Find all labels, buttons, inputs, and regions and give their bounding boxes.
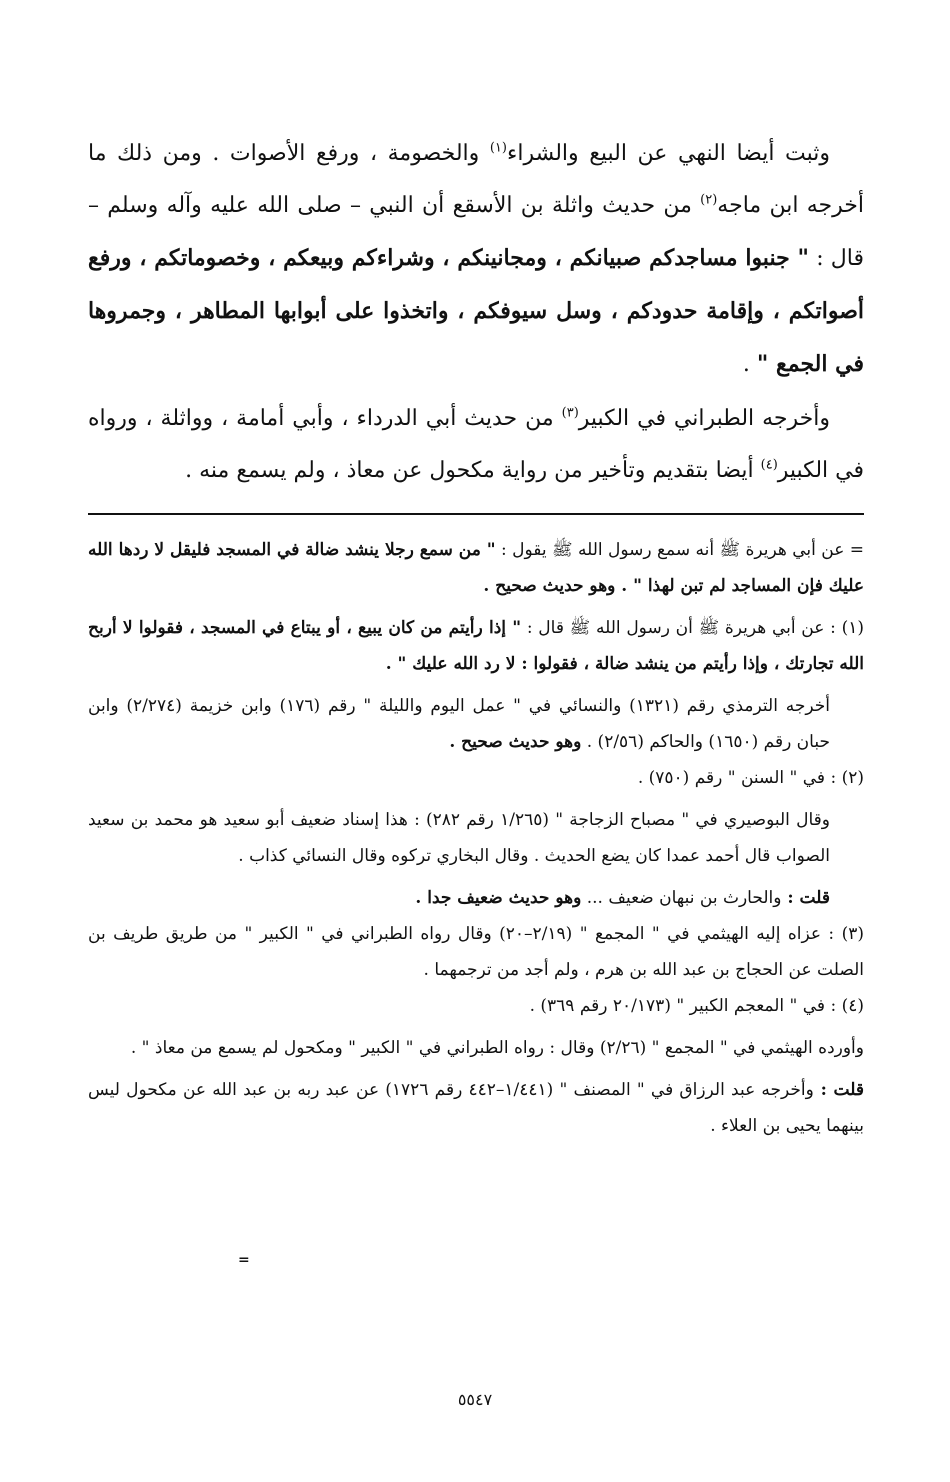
footnote-ref-2: (٢) [700,192,718,208]
footnote-2-commentary [88,802,864,874]
footnote-2-verdict [88,880,864,916]
main-text-segment: وأخرجه الطبراني في الكبير [578,406,830,431]
footnote-text: (٤) : في " المعجم الكبير " (٢٠/١٧٣ رقم ٣٦٩) . [529,996,864,1016]
footnote-ref-3: (٣) [561,405,579,421]
main-text-segment: والخصومة ، ورفع الأصوات . ومن ذلك ما [88,141,490,166]
page-number: ٥٥٤٧ [457,1390,493,1409]
footnote-continuation [88,532,864,604]
footnote-bold-text: " إذا رأيتم من كان يبيع ، أو يبتاع في المسجد ، فقولوا لا أربح الله تجارتك ، وإذا رأيتم من ينشد ضالة ، فقولوا : لا رد الله عليك " . [88,618,864,674]
main-text-segment: من حديث واثلة بن الأسقع أن النبي – صلى الله عليه وآله وسلم – قال : [88,193,865,271]
footnote-bold-text: قلت : [781,888,830,908]
footnote-text: (٢) : في " السنن " رقم (٧٥٠) . [637,768,864,788]
footnote-4 [88,988,864,1024]
footnote-text: وأخرجه عبد الرزاق في " المصنف " (١/٤٤١–٤٤٢ رقم ١٧٢٦) عن عبد ربه بن عبد الله عن مكحول ليس بينهما يحيى بن العلاء . [88,1080,864,1136]
main-paragraph-2 [88,393,864,497]
footnote-text: وأورده الهيثمي في " المجمع " (٢/٢٦) وقال : رواه الطبراني في " الكبير " ومكحول لم يسمع من معاذ " . [130,1038,864,1058]
hadith-quote: " جنبوا مساجدكم صبيانكم ، ومجانينكم ، وشراءكم وبيعكم ، وخصوماتكم ، ورفع أصواتكم ، وإقامة حدودكم ، وسل سيوفكم ، واتخذوا على أبوابها المطاهر ، وجمروها في الجمع " [88,245,864,377]
footnote-2 [88,760,864,796]
footnote-bold-text: وهو حديث ضعيف جدا . [415,888,582,908]
main-text [88,128,864,497]
footnote-bold-text: " من سمع رجلا ينشد ضالة في المسجد فليقل لا ردها الله عليك فإن المساجد لم تبن لهذا " . وهو حديث صحيح . [88,540,864,596]
footnotes [88,532,864,1144]
footnote-separator [88,513,864,515]
main-paragraph-1 [88,128,864,391]
footnote-3 [88,916,864,988]
main-text-segment: من حديث أبي الدرداء ، وأبي أمامة ، وواثلة ، ورواه في الكبير [88,406,864,483]
main-text-segment: أيضا بتقديم وتأخير من رواية مكحول عن معاذ ، ولم يسمع منه . [185,458,761,483]
footnote-bold-text: قلت : [813,1080,865,1100]
footnote-4-commentary [88,1030,864,1066]
footnote-4-verdict [88,1072,864,1144]
footnote-1 [88,610,864,682]
footnote-1-sources [88,688,864,760]
main-text-segment: . [742,352,757,377]
footnote-text: أخرجه الترمذي رقم (١٣٢١) والنسائي في " عمل اليوم والليلة " رقم (١٧٦) وابن خزيمة (٢/٢٧٤) وابن حبان رقم (١٦٥٠) والحاكم (٢/٥٦) . [88,696,830,752]
footnote-text: والحارث بن نبهان ضعيف ... [581,888,782,908]
footnote-text: (١) : عن أبي هريرة ﷺ أن رسول الله ﷺ قال : [521,618,864,638]
footnote-bold-text: وهو حديث صحيح . [449,732,582,752]
footnote-text: (٣) : عزاه إليه الهيثمي في " المجمع " (٢/١٩–٢٠) وقال رواه الطبراني في " الكبير " من طريق طريف بن الصلت عن الحجاج بن عبد الله بن هرم ، ولم أجد من ترجمهما . [88,924,864,980]
main-text-segment: وثبت أيضا النهي عن البيع والشراء [506,141,831,166]
main-text-segment: أخرجه ابن ماجه [717,193,864,218]
continuation-mark: = [238,1252,250,1268]
footnote-text: وقال البوصيري في " مصباح الزجاجة " (١/٢٦٥ رقم ٢٨٢) : هذا إسناد ضعيف أبو سعيد هو محمد بن سعيد الصواب قال أحمد عمدا كان يضع الحديث . وقال البخاري تركوه وقال النسائي كذاب . [88,810,830,866]
footnote-text: = عن أبي هريرة ﷺ أنه سمع رسول الله ﷺ يقول : [495,540,864,560]
footnote-ref-4: (٤) [760,457,778,473]
footnote-ref-1: (١) [489,140,507,156]
